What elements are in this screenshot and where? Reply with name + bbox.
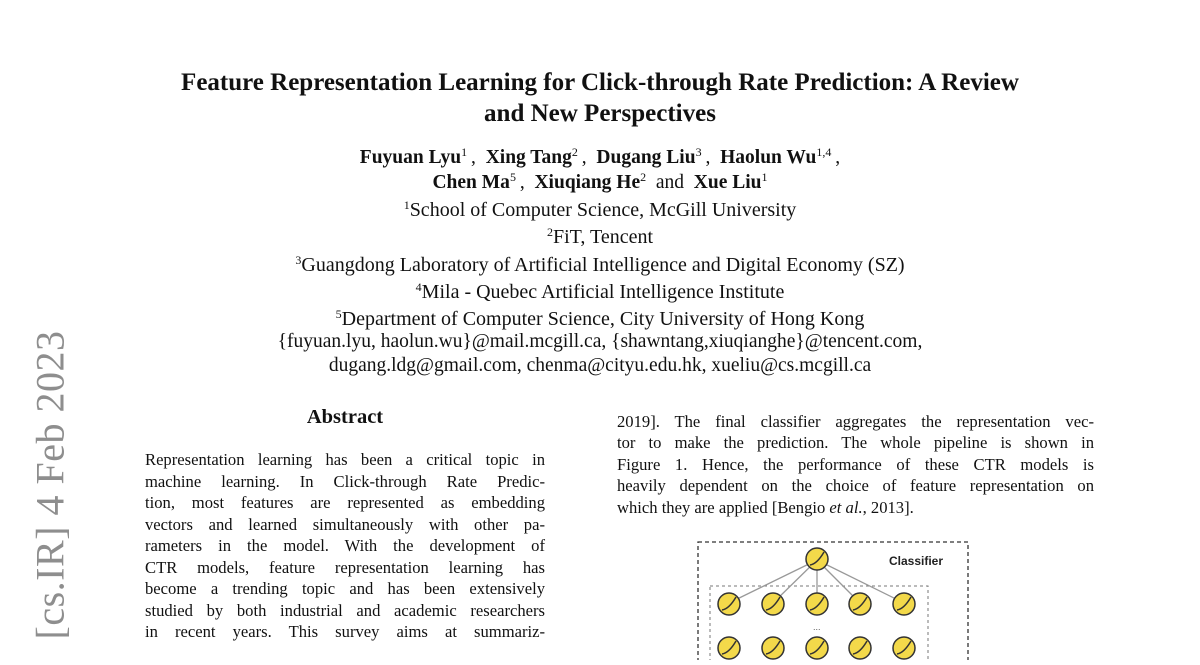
affiliation-list [0,197,1200,333]
author-name: Xiuqiang He [534,172,641,193]
neuron [893,637,915,659]
affiliation-marker: 3 [295,252,302,267]
affiliation [0,224,1200,251]
affiliation-text: Department of Computer Science, City University of Hong Kong [341,308,865,331]
and-conjunction: and [655,172,685,193]
author-name: Xue Liu [693,172,762,193]
abstract-line: CTR models, feature representation learning has [145,557,545,577]
title-line-1: Feature Representation Learning for Click-through Rate Prediction: A Review [181,69,1019,96]
neuron-row-2 [718,637,915,659]
author-name: Fuyuan Lyu [359,147,462,168]
intro-line: tor to make the prediction. The whole pipeline is shown in [617,433,1094,453]
affiliation-marker: 5 [335,307,342,322]
arxiv-margin-stamp: [cs.IR] 4 Feb 2023 [27,330,73,640]
email-list [0,330,1200,378]
abstract-line: vectors and learned simultaneously with other pa- [145,514,545,534]
intro-line: heavily dependent on the choice of feature representation on [617,476,1094,496]
paper-title [0,67,1200,129]
author-affil-marker: 2 [640,170,647,184]
neuron [893,593,915,615]
author-name: Haolun Wu [720,147,817,168]
author-list [0,145,1200,195]
author-affil-marker: 2 [571,145,578,159]
affiliation-text: Mila - Quebec Artificial Intelligence Institute [421,280,785,303]
author-affil-marker: 1 [761,170,768,184]
title-line-2: and New Perspectives [484,100,716,127]
affiliation-text: School of Computer Science, McGill University [409,199,797,221]
abstract-heading: Abstract [306,406,384,428]
affiliation-text: FiT, Tencent [552,226,654,249]
affiliation-marker: 4 [415,279,422,294]
abstract-line: in recent years. This survey aims at summariz- [145,622,545,641]
neuron [762,637,784,659]
abstract-line: rameters in the model. With the development of [145,536,545,555]
intro-line: 2019]. The final classifier aggregates the representation vec- [617,412,1094,431]
output-neuron [806,548,828,570]
author-affil-marker: 1 [461,145,468,159]
neuron [806,637,828,659]
email-line-2: dugang.ldg@gmail.com, chenma@cityu.edu.hk, xueliu@cs.mcgill.ca [328,355,872,376]
neuron [718,593,740,615]
author-name: Dugang Liu [596,147,696,168]
neuron-row-1 [718,593,915,615]
affiliation-marker: 2 [546,225,553,240]
neuron [849,637,871,659]
neuron [718,637,740,659]
affiliation [0,197,1200,224]
citation-suffix: , 2013]. [862,497,914,517]
neuron [849,593,871,615]
abstract-line: machine learning. In Click-through Rate Predic- [145,471,545,491]
pipeline-diagram [697,540,969,660]
affiliation-marker: 1 [403,198,410,212]
intro-line: Figure 1. Hence, the performance of these CTR models is [617,454,1094,474]
author-affil-marker: 5 [509,170,516,184]
affiliation [0,279,1200,306]
classifier-label: Classifier [889,554,944,568]
layer-ellipsis: ... [813,622,821,632]
abstract-line: tion, most features are represented as embedding [145,493,545,512]
citation-etal: et al. [829,497,863,517]
abstract-line: Representation learning has been a critical topic in [145,450,545,469]
citation-prefix: which they are applied [Bengio [617,497,830,517]
email-line-1: {fuyuan.lyu, haolun.wu}@mail.mcgill.ca, {shawntang,xiuqianghe}@tencent.com, [277,331,923,352]
author-affil-marker: 3 [695,145,702,159]
abstract-line: studied by both industrial and academic researchers [145,600,545,620]
intro-line [617,497,1094,518]
neuron [806,593,828,615]
author-affil-marker: 1,4 [816,145,832,159]
author-name: Xing Tang [485,147,572,168]
pipeline-figure [697,540,969,660]
affiliation-text: Guangdong Laboratory of Artificial Intelligence and Digital Economy (SZ) [301,253,905,276]
author-line-2: Chen Ma$^5$ , Xiuqiang He$^2$ and Xue Liu$^1$ [432,170,768,193]
abstract-body [145,449,545,643]
author-name: Chen Ma [432,172,510,193]
author-line-1: Fuyuan Lyu$^1$ , Xing Tang$^2$ , Dugang Liu$^3$ , Haolun Wu$^{1,4}$ , [359,145,841,168]
abstract-line: become a trending topic and has been extensively [145,579,545,598]
affiliation [0,252,1200,279]
neuron [762,593,784,615]
intro-paragraph [617,411,1094,518]
